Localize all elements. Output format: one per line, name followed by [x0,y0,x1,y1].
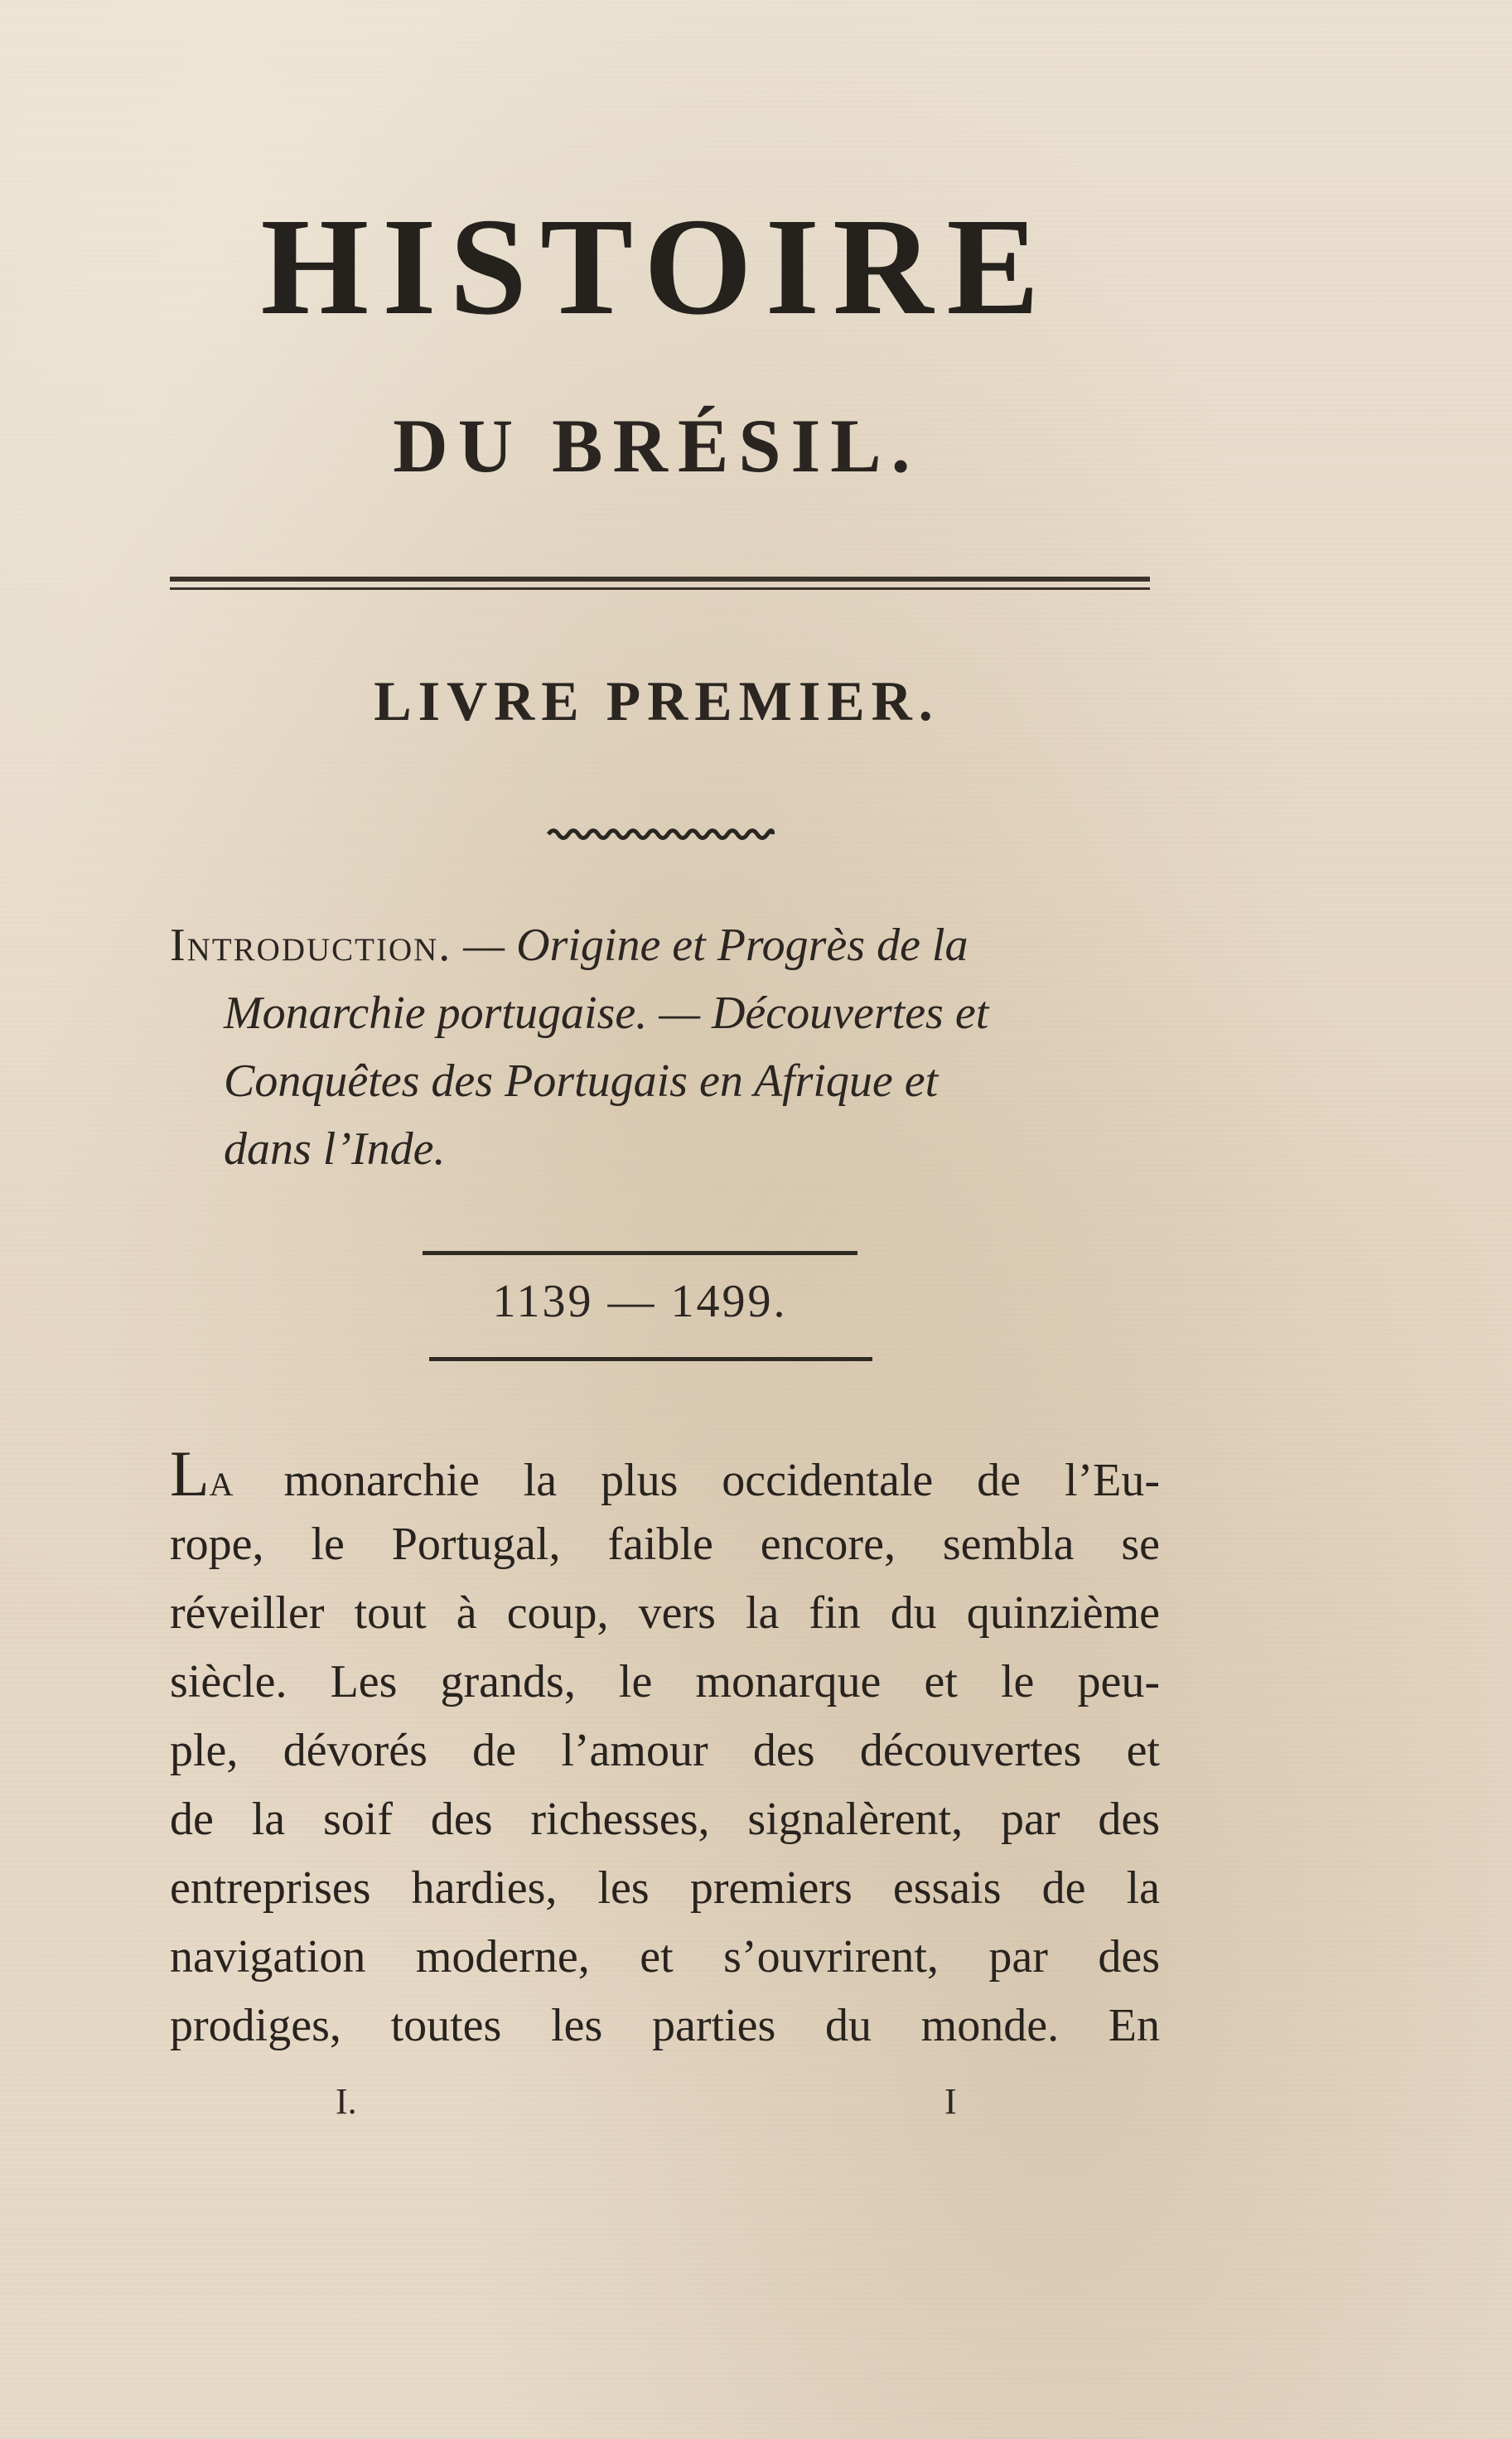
years-top-rule [423,1251,857,1255]
double-rule-divider [170,577,1150,590]
body-line-4: siècle. Les grands, le monarque et le peu- [170,1656,1160,1707]
page-title: HISTOIRE [260,190,1053,344]
introduction-label: Introduction. [170,920,452,971]
body-line-9: prodiges, toutes les parties du monde. En [170,2000,1160,2051]
body-paragraph [170,1437,1160,2060]
drop-cap-rest: A [209,1466,235,1503]
drop-cap: L [170,1437,210,1509]
body-line-5: ple, dévorés de l’amour des découvertes et [170,1725,1160,1776]
intro-line-3: Conquêtes des Portugais en Afrique et [224,1055,939,1107]
page-subtitle: DU BRÉSIL. [393,403,920,488]
intro-line-4: dans l’Inde. [224,1123,446,1175]
intro-line-2: Monarchie portugaise. — Découvertes et [224,988,989,1039]
body-line-7: entreprises hardies, les premiers essais de la [170,1862,1160,1914]
signature-mark: I [944,2081,957,2122]
volume-mark: I. [336,2081,357,2122]
body-line-6: de la soif des richesses, signalèrent, par des [170,1794,1160,1845]
years-bottom-rule [429,1357,872,1361]
intro-line-1-text: — Origine et Progrès de la [452,920,969,971]
introduction-summary [170,911,1164,1183]
body-line-8: navigation moderne, et s’ouvrirent, par des [170,1931,1160,1983]
body-line-3: réveiller tout à coup, vers la fin du quinzième [170,1587,1160,1639]
wavy-ornament-divider [547,824,775,843]
body-line-2: rope, le Portugal, faible encore, sembla se [170,1519,1160,1570]
body-line-1 [170,1437,1160,1510]
body-line-1-text: monarchie la plus occidentale de l’Eu- [239,1455,1160,1506]
year-range: 1139 — 1499. [492,1276,788,1327]
book-heading: LIVRE PREMIER. [374,669,940,732]
intro-line-1 [170,911,1164,979]
